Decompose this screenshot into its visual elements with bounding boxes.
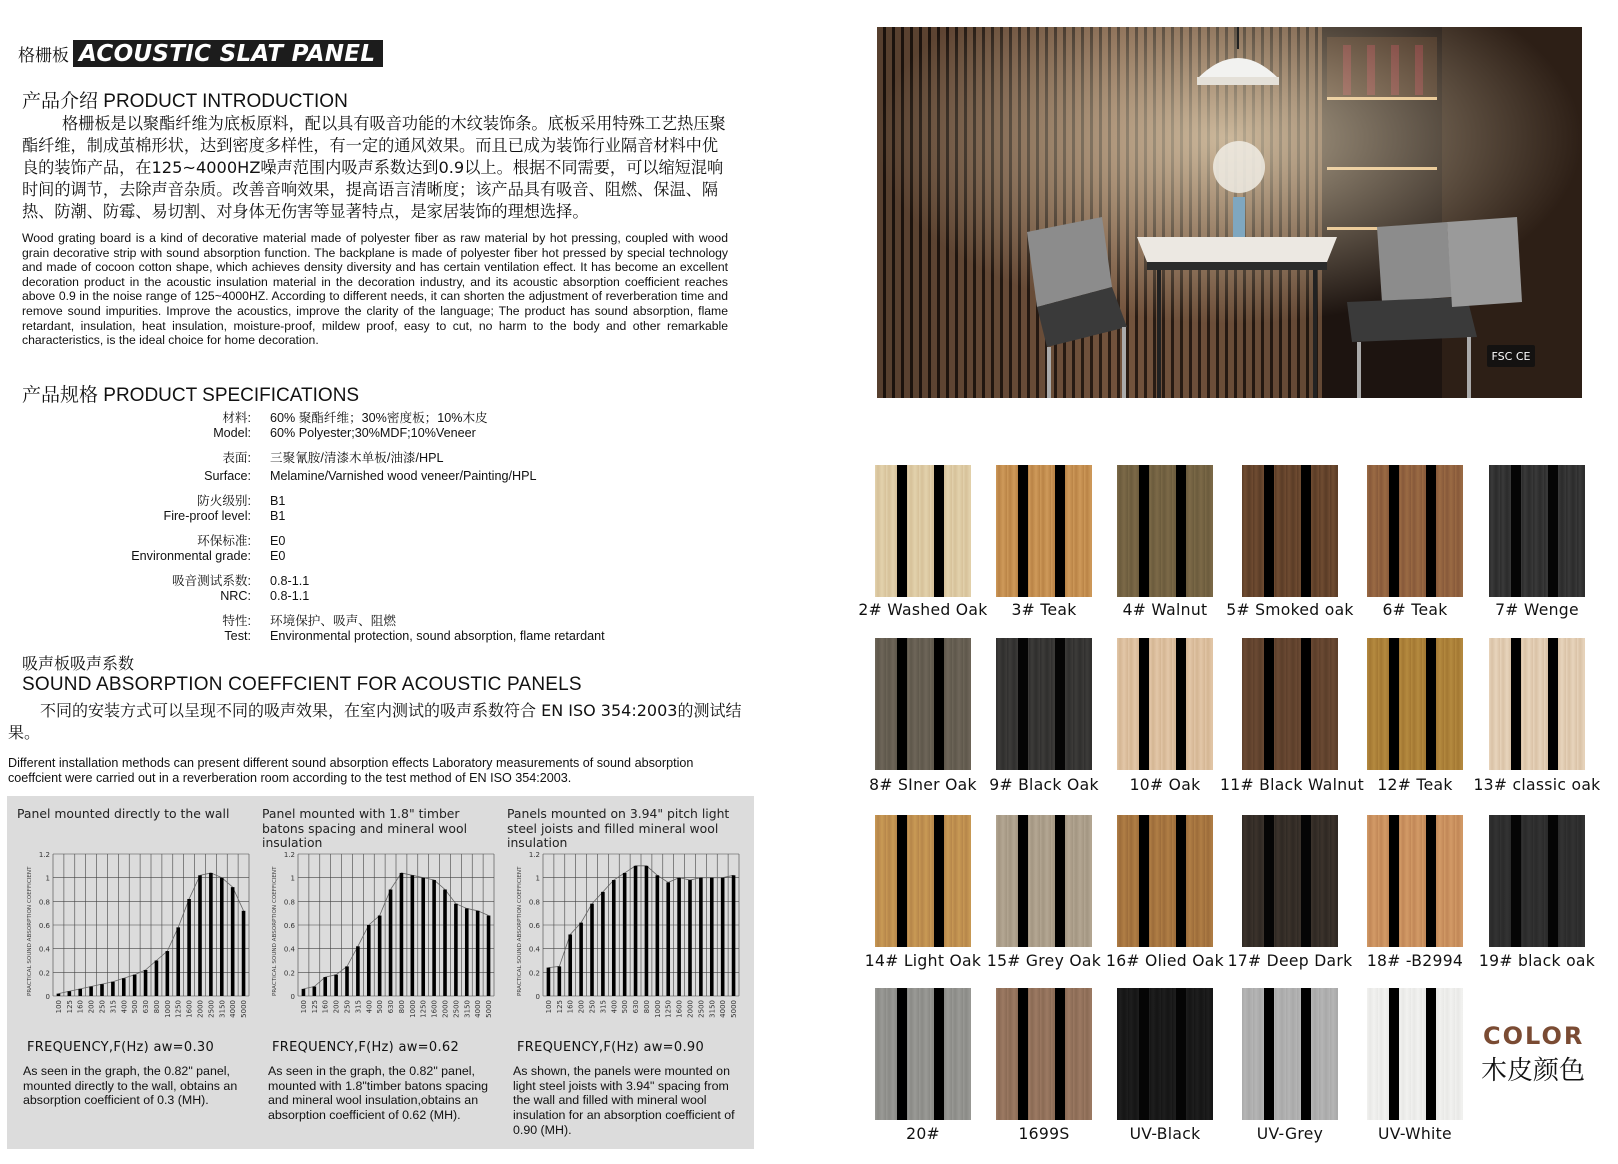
x-tick-label: 5000 xyxy=(485,1000,494,1018)
y-tick-label: 1 xyxy=(45,874,50,883)
color-swatch[interactable] xyxy=(1489,815,1585,947)
y-axis-label: PRACTICAL SOUND ABSORPTION COEFFICIENT xyxy=(517,866,523,996)
absorption-bar xyxy=(579,923,583,996)
x-tick-label: 1600 xyxy=(430,1000,439,1018)
product-title-cn: 格栅板 xyxy=(18,46,69,66)
x-tick-label: 1000 xyxy=(408,1000,417,1018)
absorption-bar xyxy=(378,916,382,996)
x-tick-label: 125 xyxy=(555,1000,564,1014)
absorption-chart-3 xyxy=(505,848,745,1038)
x-tick-label: 160 xyxy=(76,1000,85,1014)
graph-title: Panel mounted with 1.8" timber batons spacing and mineral wool insulation xyxy=(262,806,468,851)
spec-value-cn: E0 xyxy=(270,534,286,548)
color-swatch[interactable] xyxy=(996,988,1092,1120)
absorption-bar xyxy=(176,927,180,996)
absorption-bar xyxy=(710,878,714,996)
spec-value-en: B1 xyxy=(270,509,286,523)
x-tick-label: 4000 xyxy=(229,1000,238,1018)
absorption-bar xyxy=(721,878,725,996)
color-swatch[interactable] xyxy=(996,638,1092,770)
x-tick-label: 315 xyxy=(354,1000,363,1014)
x-tick-label: 250 xyxy=(588,1000,597,1014)
graph-title: Panels mounted on 3.94" pitch light steel joists and filled mineral wool insulation xyxy=(507,806,730,851)
x-tick-label: 2500 xyxy=(207,1000,216,1018)
x-tick-label: 100 xyxy=(299,1000,308,1014)
product-title-badge: ACOUSTIC SLAT PANEL xyxy=(73,40,383,67)
y-tick-label: 1.2 xyxy=(528,851,540,859)
x-tick-label: 5000 xyxy=(240,1000,249,1018)
spec-row-test xyxy=(0,614,760,644)
absorption-bar xyxy=(634,866,638,996)
absorption-bar xyxy=(166,951,170,996)
spec-value-cn: B1 xyxy=(270,494,286,508)
color-swatch-label: 19# black oak xyxy=(1478,952,1596,970)
x-tick-label: 1600 xyxy=(185,1000,194,1018)
x-tick-label: 500 xyxy=(621,1000,630,1014)
color-swatch-label: 18# -B2994 xyxy=(1366,952,1464,970)
graph-frequency-label: FREQUENCY,F(Hz) aw=0.62 xyxy=(272,1040,460,1055)
x-tick-label: 250 xyxy=(343,1000,352,1014)
y-tick-label: 0.4 xyxy=(283,945,295,954)
absorption-bar xyxy=(367,925,371,996)
left-page xyxy=(0,0,800,1164)
y-tick-label: 0.2 xyxy=(528,969,540,978)
x-tick-label: 2000 xyxy=(196,1000,205,1018)
spec-value-cn: 三聚氰胺/清漆木单板/油漆/HPL xyxy=(270,451,444,465)
absorption-bar xyxy=(699,878,703,996)
color-swatch[interactable] xyxy=(875,815,971,947)
absorption-bar xyxy=(623,873,627,996)
color-swatch-label: 11# Black Walnut xyxy=(1220,776,1365,794)
x-tick-label: 200 xyxy=(87,1000,96,1014)
color-swatch[interactable] xyxy=(1367,988,1463,1120)
y-tick-label: 0.8 xyxy=(38,898,50,907)
spec-label-en: Model: xyxy=(213,426,251,440)
spec-value-en: Melamine/Varnished wood veneer/Painting/HPL xyxy=(270,469,537,483)
x-tick-label: 2000 xyxy=(441,1000,450,1018)
absorption-bar xyxy=(89,987,93,996)
graph-column-3 xyxy=(497,796,742,1149)
absorption-bar xyxy=(411,875,415,996)
absorption-bar xyxy=(334,975,338,996)
color-swatch-label: 3# Teak xyxy=(1011,601,1077,619)
y-tick-label: 0.6 xyxy=(283,922,295,930)
color-swatch-label: 8# SIner Oak xyxy=(869,776,977,794)
graph-title: Panel mounted directly to the wall xyxy=(17,806,230,821)
absorption-bar xyxy=(432,880,436,996)
absorption-bar xyxy=(133,975,137,996)
y-tick-label: 0 xyxy=(290,993,295,1001)
absorption-bar xyxy=(144,970,148,996)
absorption-bar xyxy=(68,991,72,996)
spec-label-cn: 材料: xyxy=(222,411,251,425)
x-tick-label: 5000 xyxy=(730,1000,739,1018)
absorption-bar xyxy=(568,934,572,996)
y-tick-label: 1.2 xyxy=(283,851,295,859)
dining-room-illustration xyxy=(877,27,1582,398)
spec-label-en: Fire-proof level: xyxy=(163,509,251,523)
color-swatch[interactable] xyxy=(996,465,1092,597)
color-swatch[interactable] xyxy=(1242,988,1338,1120)
graph-column-1 xyxy=(7,796,252,1149)
spec-row-nrc xyxy=(0,574,760,604)
intro-cn-paragraph: 格栅板是以聚酯纤维为底板原料，配以具有吸音功能的木纹装饰条。底板采用特殊工艺热压聚酯纤维，制成茧棉形状，达到密度多样性，有一定的通风效果。而且已成为装饰行业隔音材料中优良的装饰产品，在125~4000HZ噪声范围内吸声系数达到0.9以上。根据不同需要，可以缩短混响时间的调节，去除声音杂质。改善音响效果，提高语言清晰度；该产品具有吸音、阻燃、保温、隔热、防潮、防霉、易切割、对身体无伤害等显著特点，是家居装饰的理想选择。 xyxy=(22,114,726,221)
x-tick-label: 1000 xyxy=(653,1000,662,1018)
color-swatch[interactable] xyxy=(1117,988,1213,1120)
color-swatch[interactable] xyxy=(1242,815,1338,947)
absorption-bar xyxy=(100,984,104,996)
graph-description: As shown, the panels were mounted on light steel joists with 3.94" spacing from the wall and filled with mineral wool insulation for an absorption coefficient of 0.90 (MH). xyxy=(513,1064,735,1137)
graph-frequency-label: FREQUENCY,F(Hz) aw=0.90 xyxy=(517,1040,705,1055)
absorption-bar xyxy=(656,875,660,996)
color-swatch-label: UV-White xyxy=(1378,1125,1452,1143)
absorption-bar xyxy=(688,880,692,996)
color-swatch[interactable] xyxy=(1242,465,1338,597)
graph-description: As seen in the graph, the 0.82" panel, mounted with 1.8"timber batons spacing and mineral wool insulation,obtains an absorption coefficient of 0.62 (MH). xyxy=(268,1064,488,1123)
x-tick-label: 315 xyxy=(599,1000,608,1014)
dining-room-photo xyxy=(877,27,1582,398)
color-swatch[interactable] xyxy=(1367,465,1463,597)
x-tick-label: 3150 xyxy=(463,1000,472,1018)
absorption-bar xyxy=(465,908,469,996)
spec-label-en: Surface: xyxy=(204,469,251,483)
color-swatch-label: 12# Teak xyxy=(1377,776,1453,794)
color-swatch-label: 6# Teak xyxy=(1382,601,1448,619)
spec-table xyxy=(0,411,760,654)
x-tick-label: 400 xyxy=(610,1000,619,1014)
absorption-bar xyxy=(57,994,61,996)
y-tick-label: 0.4 xyxy=(38,945,50,954)
color-swatch[interactable] xyxy=(1367,638,1463,770)
absorption-bar xyxy=(302,989,306,996)
absorption-bar xyxy=(209,873,213,996)
x-tick-label: 160 xyxy=(566,1000,575,1014)
x-tick-label: 630 xyxy=(387,1000,396,1014)
color-swatch[interactable] xyxy=(1489,638,1585,770)
absorption-bar xyxy=(612,880,616,996)
x-tick-label: 1000 xyxy=(163,1000,172,1018)
graph-column-2 xyxy=(252,796,497,1149)
absorption-bar xyxy=(590,904,594,996)
absorption-bar xyxy=(666,882,670,996)
y-tick-label: 0.8 xyxy=(283,898,295,907)
absorption-bar xyxy=(313,987,317,996)
x-tick-label: 4000 xyxy=(719,1000,728,1018)
color-swatch-label: 16# Olied Oak xyxy=(1105,952,1224,970)
absorption-bar xyxy=(231,887,235,996)
x-tick-label: 125 xyxy=(65,1000,74,1014)
x-tick-label: 125 xyxy=(310,1000,319,1014)
absorption-bar xyxy=(454,904,458,996)
y-tick-label: 0.4 xyxy=(528,945,540,954)
x-tick-label: 630 xyxy=(142,1000,151,1014)
x-tick-label: 315 xyxy=(109,1000,118,1014)
x-tick-label: 100 xyxy=(54,1000,63,1014)
color-swatch[interactable] xyxy=(1367,815,1463,947)
spec-label-cn: 表面: xyxy=(222,451,251,465)
absorption-bar xyxy=(487,916,491,996)
absorption-chart-2 xyxy=(260,848,500,1038)
x-tick-label: 800 xyxy=(152,1000,161,1014)
x-tick-label: 630 xyxy=(632,1000,641,1014)
color-swatch-label: 15# Grey Oak xyxy=(986,952,1102,970)
x-tick-label: 800 xyxy=(397,1000,406,1014)
color-swatch[interactable] xyxy=(1489,465,1585,597)
absorption-bar xyxy=(345,966,349,996)
spec-label-en: NRC: xyxy=(220,589,251,603)
absorption-bar xyxy=(400,873,404,996)
color-swatch-label: 13# classic oak xyxy=(1473,776,1601,794)
absorption-bar xyxy=(645,866,649,996)
spec-value-en: 60% Polyester;30%MDF;10%Veneer xyxy=(270,426,476,440)
y-tick-label: 0.2 xyxy=(38,969,50,978)
intro-title: 产品介绍 PRODUCT INTRODUCTION xyxy=(22,91,348,112)
spec-label-en: Environmental grade: xyxy=(131,549,251,563)
absorption-bar xyxy=(220,878,224,996)
x-tick-label: 1600 xyxy=(675,1000,684,1018)
x-tick-label: 3150 xyxy=(218,1000,227,1018)
color-swatch[interactable] xyxy=(1242,638,1338,770)
x-tick-label: 2500 xyxy=(697,1000,706,1018)
absorption-bar xyxy=(111,982,115,996)
y-axis-label: PRACTICAL SOUND ABSORPTION COEFFICIENT xyxy=(27,866,33,996)
color-swatch-label: 9# Black Oak xyxy=(989,776,1099,794)
x-tick-label: 800 xyxy=(642,1000,651,1014)
spec-row-env xyxy=(0,534,760,564)
absorption-title-en: SOUND ABSORPTION COEFFCIENT FOR ACOUSTIC PANELS xyxy=(22,674,582,695)
absorption-bar xyxy=(198,875,202,996)
spec-row-fire xyxy=(0,494,760,524)
absorption-bar xyxy=(323,977,327,996)
x-tick-label: 2000 xyxy=(686,1000,695,1018)
x-tick-label: 2500 xyxy=(452,1000,461,1018)
x-tick-label: 250 xyxy=(98,1000,107,1014)
absorption-chart-1 xyxy=(15,848,255,1038)
absorption-bar xyxy=(242,911,246,996)
color-title-cn: 木皮颜色 xyxy=(1481,1056,1586,1086)
x-tick-label: 1250 xyxy=(174,1000,183,1018)
x-tick-label: 200 xyxy=(332,1000,341,1014)
x-tick-label: 1250 xyxy=(419,1000,428,1018)
absorption-graphs xyxy=(7,796,754,1149)
absorption-bar xyxy=(601,892,605,996)
y-tick-label: 0.2 xyxy=(283,969,295,978)
spec-label-en: Test: xyxy=(224,629,251,643)
color-title-en: COLOR xyxy=(1483,1022,1585,1050)
color-swatch-label: 14# Light Oak xyxy=(864,952,982,970)
absorption-cn-paragraph: 不同的安装方式可以呈现不同的吸声效果，在室内测试的吸声系数符合 EN ISO 354:2003的测试结果。 xyxy=(8,701,742,742)
absorption-bar xyxy=(547,968,551,996)
color-swatch[interactable] xyxy=(996,815,1092,947)
spec-value-en: Environmental protection, sound absorption, flame retardant xyxy=(270,629,605,643)
x-tick-label: 3150 xyxy=(708,1000,717,1018)
y-tick-label: 0.6 xyxy=(528,922,540,930)
spec-label-cn: 吸音测试系数: xyxy=(171,574,251,588)
spec-label-cn: 防火级别: xyxy=(197,494,251,508)
color-swatch[interactable] xyxy=(875,465,971,597)
y-tick-label: 0.6 xyxy=(38,922,50,930)
color-swatch-label: 10# Oak xyxy=(1129,776,1201,794)
color-swatch-label: UV-Black xyxy=(1129,1125,1201,1143)
absorption-bar xyxy=(476,911,480,996)
x-tick-label: 400 xyxy=(365,1000,374,1014)
spec-row-surface xyxy=(0,451,760,484)
color-swatch[interactable] xyxy=(875,988,971,1120)
graph-description: As seen in the graph, the 0.82" panel, mounted directly to the wall, obtains an absorption coefficient of 0.3 (MH). xyxy=(23,1064,238,1108)
y-tick-label: 1.2 xyxy=(38,851,50,859)
certification-mark: FSC CE xyxy=(1491,350,1531,363)
x-tick-label: 4000 xyxy=(474,1000,483,1018)
absorption-bar xyxy=(421,878,425,996)
absorption-bar xyxy=(356,946,360,996)
absorption-bar xyxy=(389,890,393,997)
color-swatch-label: 2# Washed Oak xyxy=(858,601,988,619)
intro-en-paragraph: Wood grating board is a kind of decorative material made of polyester fiber as raw material by hot pressing, coupled with wood grain decorative strip with sound absorption function. The backplane is made of polyester fiber hot pressed by special technology and made of cocoon cotton shape, which achieves density diversity and has certain ventilation effect. It has become an excellent decoration product in the acoustic insulation material in the decoration industry, and its acoustic absorption coefficient reaches above 0.9 in the noise range of 125~4000HZ. According to different needs, it can shorten the adjustment of reverberation time and remove sound impurities. Improve the acoustics, improve the clarity of the language; The product has sound absorption, flame retardant, insulation, heat insulation, moisture-proof, mildew proof, easy to cut, no harm to the body and other remarkable characteristics, is the ideal choice for home decoration. xyxy=(22,231,728,348)
spec-label-cn: 环保标准: xyxy=(197,534,251,548)
color-swatch-label: 7# Wenge xyxy=(1495,601,1579,619)
y-tick-label: 0.8 xyxy=(528,898,540,907)
absorption-bar xyxy=(78,989,82,996)
x-tick-label: 400 xyxy=(120,1000,129,1014)
color-swatch[interactable] xyxy=(875,638,971,770)
absorption-bar xyxy=(155,961,159,997)
spec-row-model xyxy=(0,411,760,441)
color-swatch-label: 5# Smoked oak xyxy=(1226,601,1354,619)
color-swatch-label: UV-Grey xyxy=(1256,1125,1324,1143)
color-swatch[interactable] xyxy=(1117,815,1213,947)
absorption-bar xyxy=(677,878,681,996)
color-swatch-label: 17# Deep Dark xyxy=(1227,952,1353,970)
y-tick-label: 0 xyxy=(535,993,540,1001)
absorption-en-paragraph: Different installation methods can present different sound absorption effects Laboratory measurements of sound absorption coeffcient were carried out in a reverberation room according to the test method of EN ISO 354:2003. xyxy=(8,756,694,785)
color-swatch[interactable] xyxy=(1117,638,1213,770)
y-tick-label: 0 xyxy=(45,993,50,1001)
absorption-bar xyxy=(122,978,126,996)
graph-frequency-label: FREQUENCY,F(Hz) aw=0.30 xyxy=(27,1040,215,1055)
absorption-bar xyxy=(558,966,562,996)
spec-value-cn: 60% 聚酯纤维；30%密度板；10%木皮 xyxy=(270,411,488,425)
x-tick-label: 1250 xyxy=(664,1000,673,1018)
color-swatch-label: 1699S xyxy=(1018,1125,1070,1143)
absorption-bar xyxy=(732,875,736,996)
x-tick-label: 500 xyxy=(131,1000,140,1014)
y-tick-label: 1 xyxy=(290,874,295,883)
absorption-bar xyxy=(187,899,191,996)
x-tick-label: 200 xyxy=(577,1000,586,1014)
color-swatch[interactable] xyxy=(1117,465,1213,597)
product-header xyxy=(18,40,383,67)
spec-value-en: E0 xyxy=(270,549,286,563)
absorption-bar xyxy=(443,890,447,997)
spec-value-cn: 0.8-1.1 xyxy=(270,574,310,588)
x-tick-label: 100 xyxy=(544,1000,553,1014)
spec-value-en: 0.8-1.1 xyxy=(270,589,310,603)
y-axis-label: PRACTICAL SOUND ABSORPTION COEFFICIENT xyxy=(272,866,278,996)
y-tick-label: 1 xyxy=(535,874,540,883)
absorption-title-cn: 吸声板吸声系数 xyxy=(22,654,135,673)
spec-value-cn: 环境保护、吸声、阻燃 xyxy=(270,614,396,628)
color-swatch-label: 20# xyxy=(906,1125,940,1143)
spec-label-cn: 特性: xyxy=(222,614,251,628)
specs-title: 产品规格 PRODUCT SPECIFICATIONS xyxy=(22,385,360,406)
color-swatch-label: 4# Walnut xyxy=(1122,601,1208,619)
x-tick-label: 160 xyxy=(321,1000,330,1014)
x-tick-label: 500 xyxy=(376,1000,385,1014)
